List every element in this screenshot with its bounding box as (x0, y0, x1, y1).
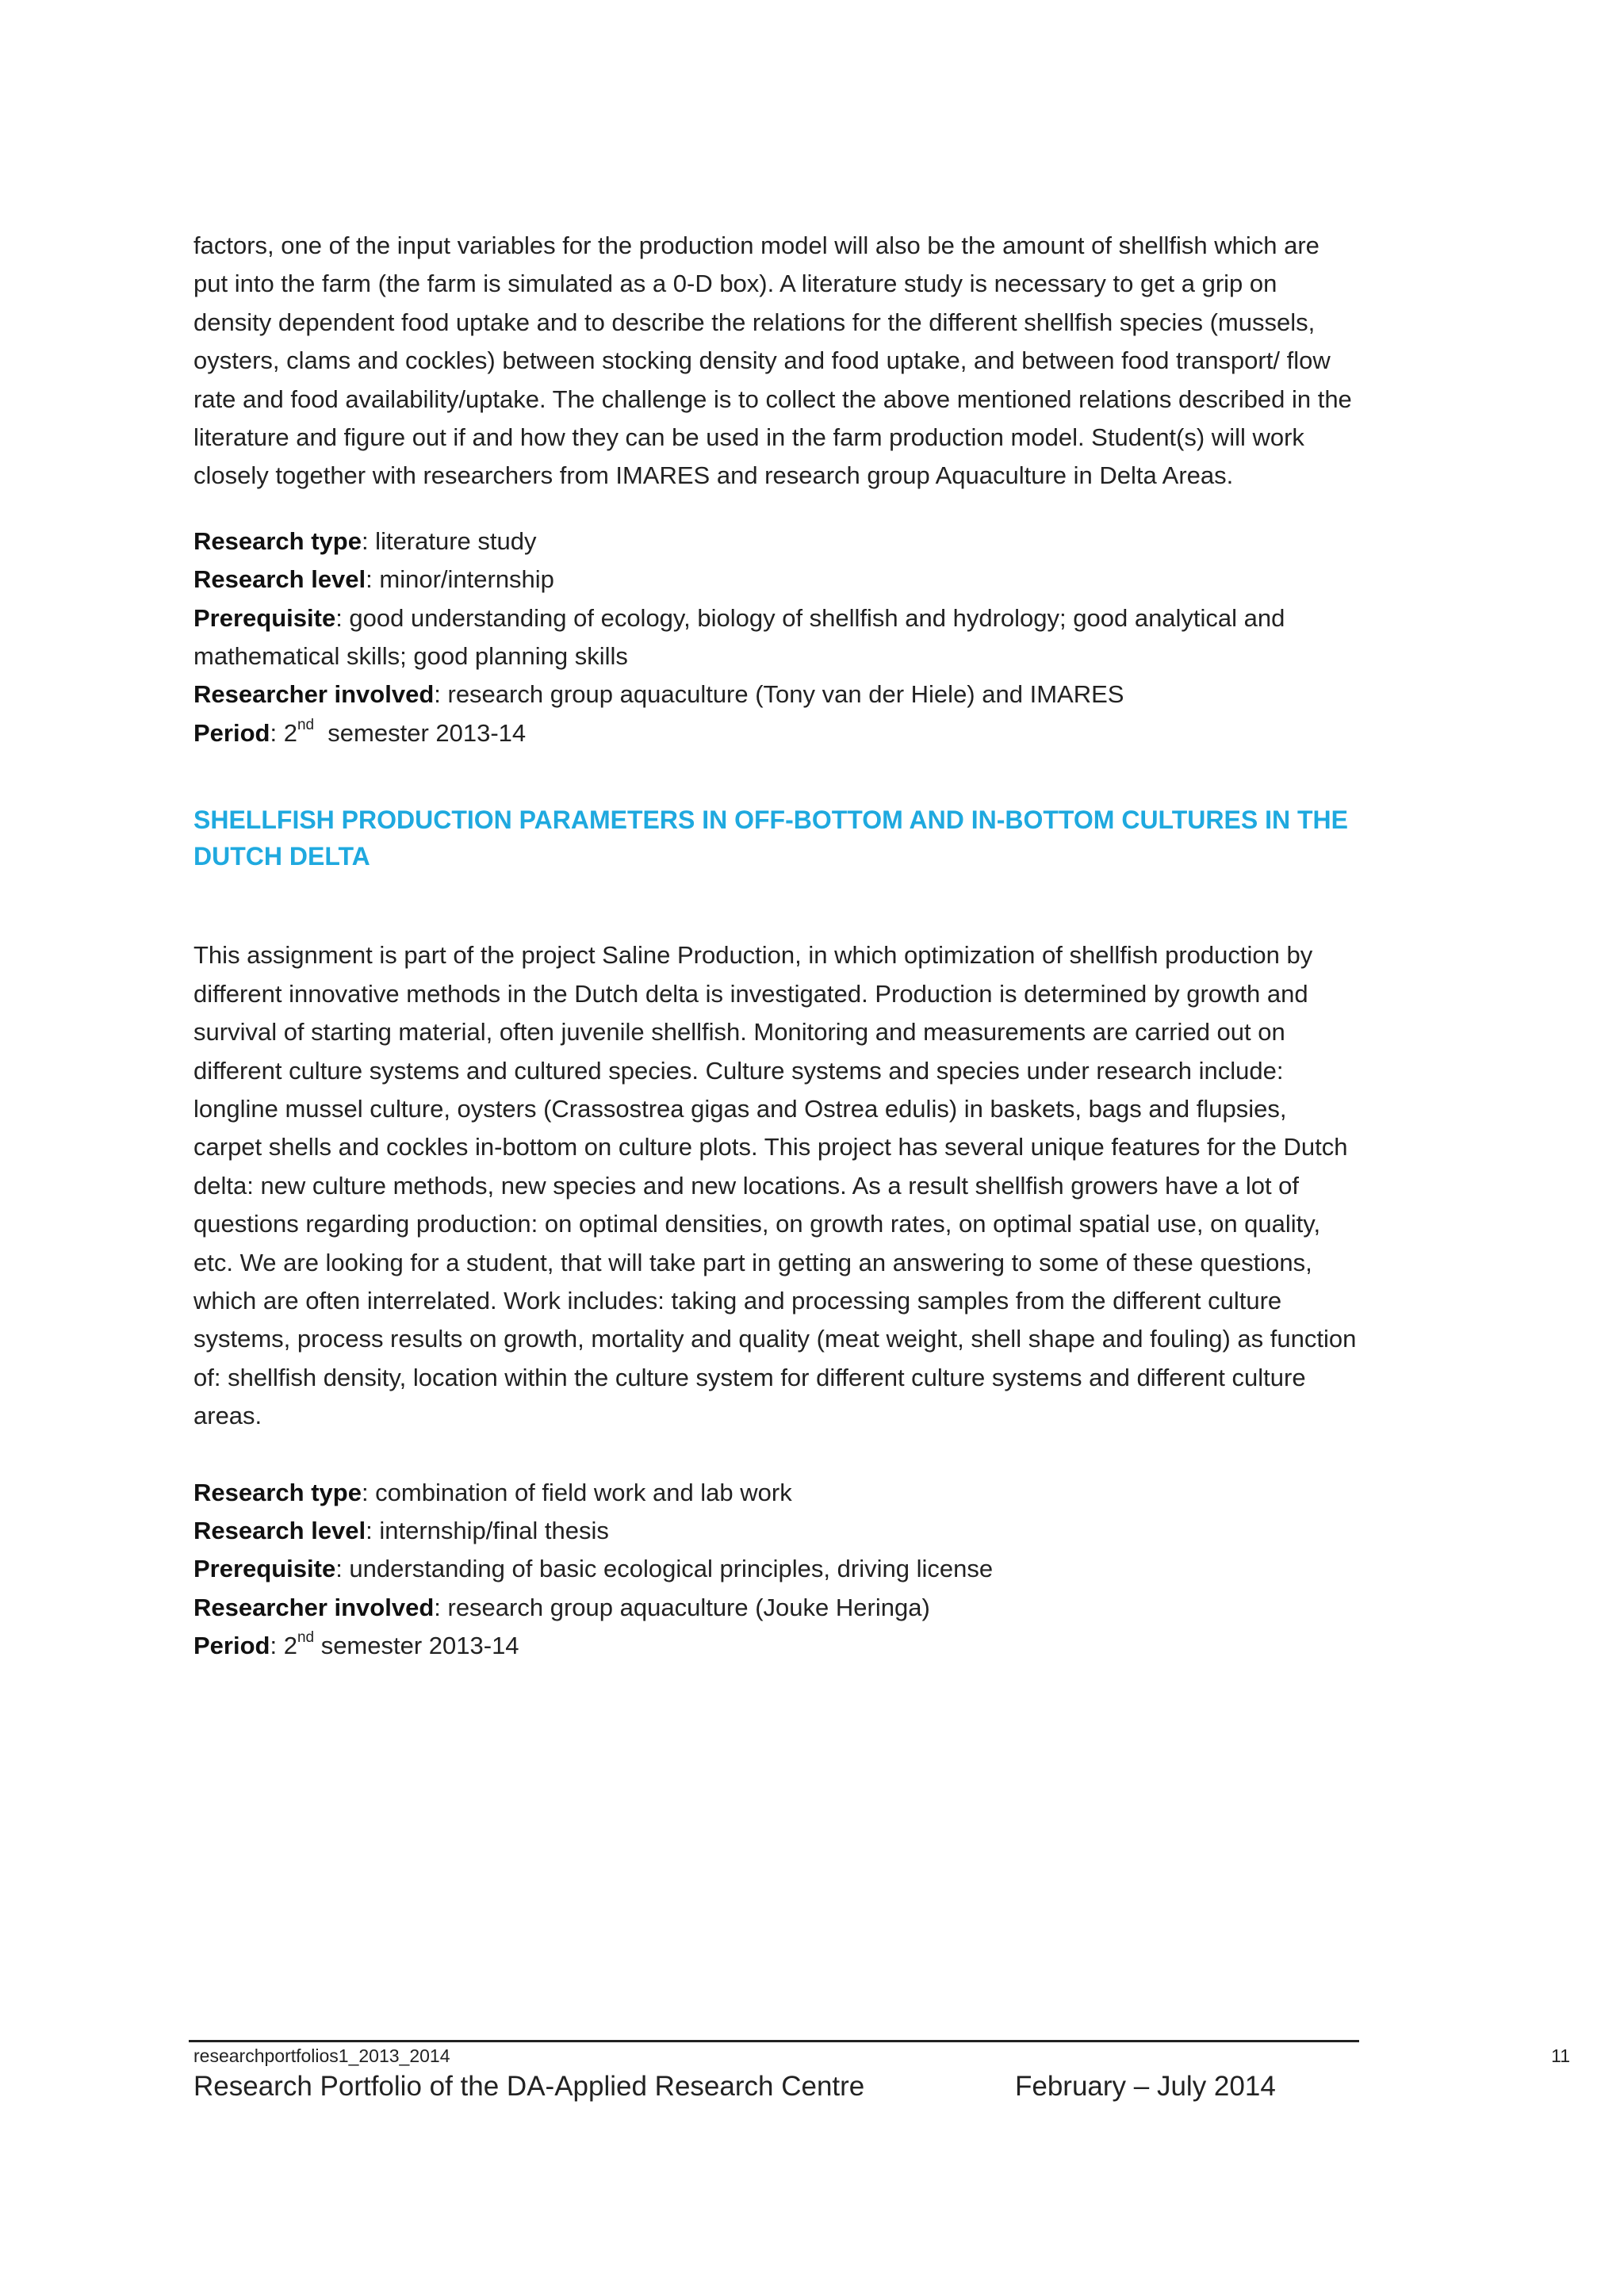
project2-research-level (193, 1512, 1359, 1550)
period-superscript: nd (297, 716, 315, 733)
footer-divider (189, 2040, 1359, 2042)
project2-prerequisite (193, 1550, 1359, 1588)
researcher-label: Researcher involved (193, 1593, 435, 1621)
period-superscript: nd (297, 1628, 315, 1646)
document-body (193, 227, 1359, 1666)
section-paragraph: This assignment is part of the project Saline Production, in which optimization of shellfish production by different innovative methods in the Dutch delta is investigated. Production is determined by growth and survival of starting material, often juvenile shellfish. Monitoring and measurements are carried out on different culture systems and cultured species. Culture systems and species under research include: longline mussel culture, oysters (Crassostrea gigas and Ostrea edulis) in baskets, bags and flupsies, carpet shells and cockles in-bottom on culture plots. This project has several unique features for the Dutch delta: new culture methods, new species and new locations. As a result shellfish growers have a lot of questions regarding production: on optimal densities, on growth rates, on optimal spatial use, on quality, etc. We are looking for a student, that will take part in getting an answering to some of these questions, which are often interrelated. Work includes: taking and processing samples from the different culture systems, process results on growth, mortality and quality (meat weight, shell shape and fouling) as function of: shellfish density, location within the culture system for different culture systems and different culture areas. (193, 941, 1357, 1430)
project2-details (193, 1474, 1359, 1666)
spacer (193, 913, 1359, 936)
spacer (193, 874, 1359, 913)
research-level-label: Research level (193, 1516, 366, 1544)
spacer (193, 752, 1359, 802)
project2-research-type (193, 1474, 1359, 1512)
spacer (193, 496, 1359, 522)
research-type-label: Research type (193, 1478, 362, 1506)
research-level-value: : internship/final thesis (366, 1516, 609, 1544)
period-value-pre: : 2 (270, 1632, 297, 1660)
prerequisite-label: Prerequisite (193, 1555, 336, 1583)
footer-file-name: researchportfolios1_2013_2014 (193, 2045, 450, 2066)
research-level-label: Research level (193, 565, 366, 594)
project1-researcher (193, 675, 1359, 714)
project2-researcher (193, 1589, 1359, 1627)
footer-title: Research Portfolio of the DA-Applied Research Centre (193, 2071, 865, 2102)
researcher-value: : research group aquaculture (Jouke Heringa) (434, 1593, 930, 1621)
intro-paragraph: factors, one of the input variables for the production model will also be the amount of shellfish which are put into the farm (the farm is simulated as a 0-D box). A literature study is necessary to get a grip on density dependent food uptake and to describe the relations for the different shellfish species (mussels, oysters, clams and cockles) between stocking density and food uptake, and between food transport/ flow rate and food availability/uptake. The challenge is to collect the above mentioned relations described in the literature and figure out if and how they can be used in the farm production model. Student(s) will work closely together with researchers from IMARES and research group Aquaculture in Delta Areas. (193, 232, 1352, 490)
project1-prerequisite (193, 599, 1359, 676)
project1-research-type (193, 522, 1359, 561)
project2-period (193, 1627, 1359, 1665)
period-label: Period (193, 1632, 270, 1660)
researcher-label: Researcher involved (193, 680, 435, 709)
research-type-value: : combination of field work and lab work (361, 1478, 792, 1506)
researcher-value: : research group aquaculture (Tony van der Hiele) and IMARES (434, 680, 1124, 709)
page-number: 11 (1551, 2045, 1570, 2066)
research-type-value: : literature study (361, 526, 537, 555)
footer-date: February – July 2014 (1015, 2071, 1276, 2102)
period-label: Period (193, 718, 270, 747)
spacer (193, 1436, 1359, 1474)
period-value-pre: : 2 (270, 718, 297, 747)
project1-period (193, 714, 1359, 752)
period-value-post: semester 2013-14 (314, 718, 527, 747)
project1-details (193, 522, 1359, 752)
project1-research-level (193, 561, 1359, 599)
section-heading: SHELLFISH PRODUCTION PARAMETERS IN OFF-BOTTOM AND IN-BOTTOM CULTURES IN THE DUTCH DELTA (193, 806, 1348, 871)
period-value-post: semester 2013-14 (314, 1632, 519, 1660)
prerequisite-label: Prerequisite (193, 603, 336, 632)
prerequisite-value: : understanding of basic ecological principles, driving license (335, 1555, 994, 1583)
research-level-value: : minor/internship (366, 565, 554, 594)
prerequisite-value: : good understanding of ecology, biology of shellfish and hydrology; good analytical and mathematical skills; good planning skills (193, 603, 1285, 671)
research-type-label: Research type (193, 526, 362, 555)
